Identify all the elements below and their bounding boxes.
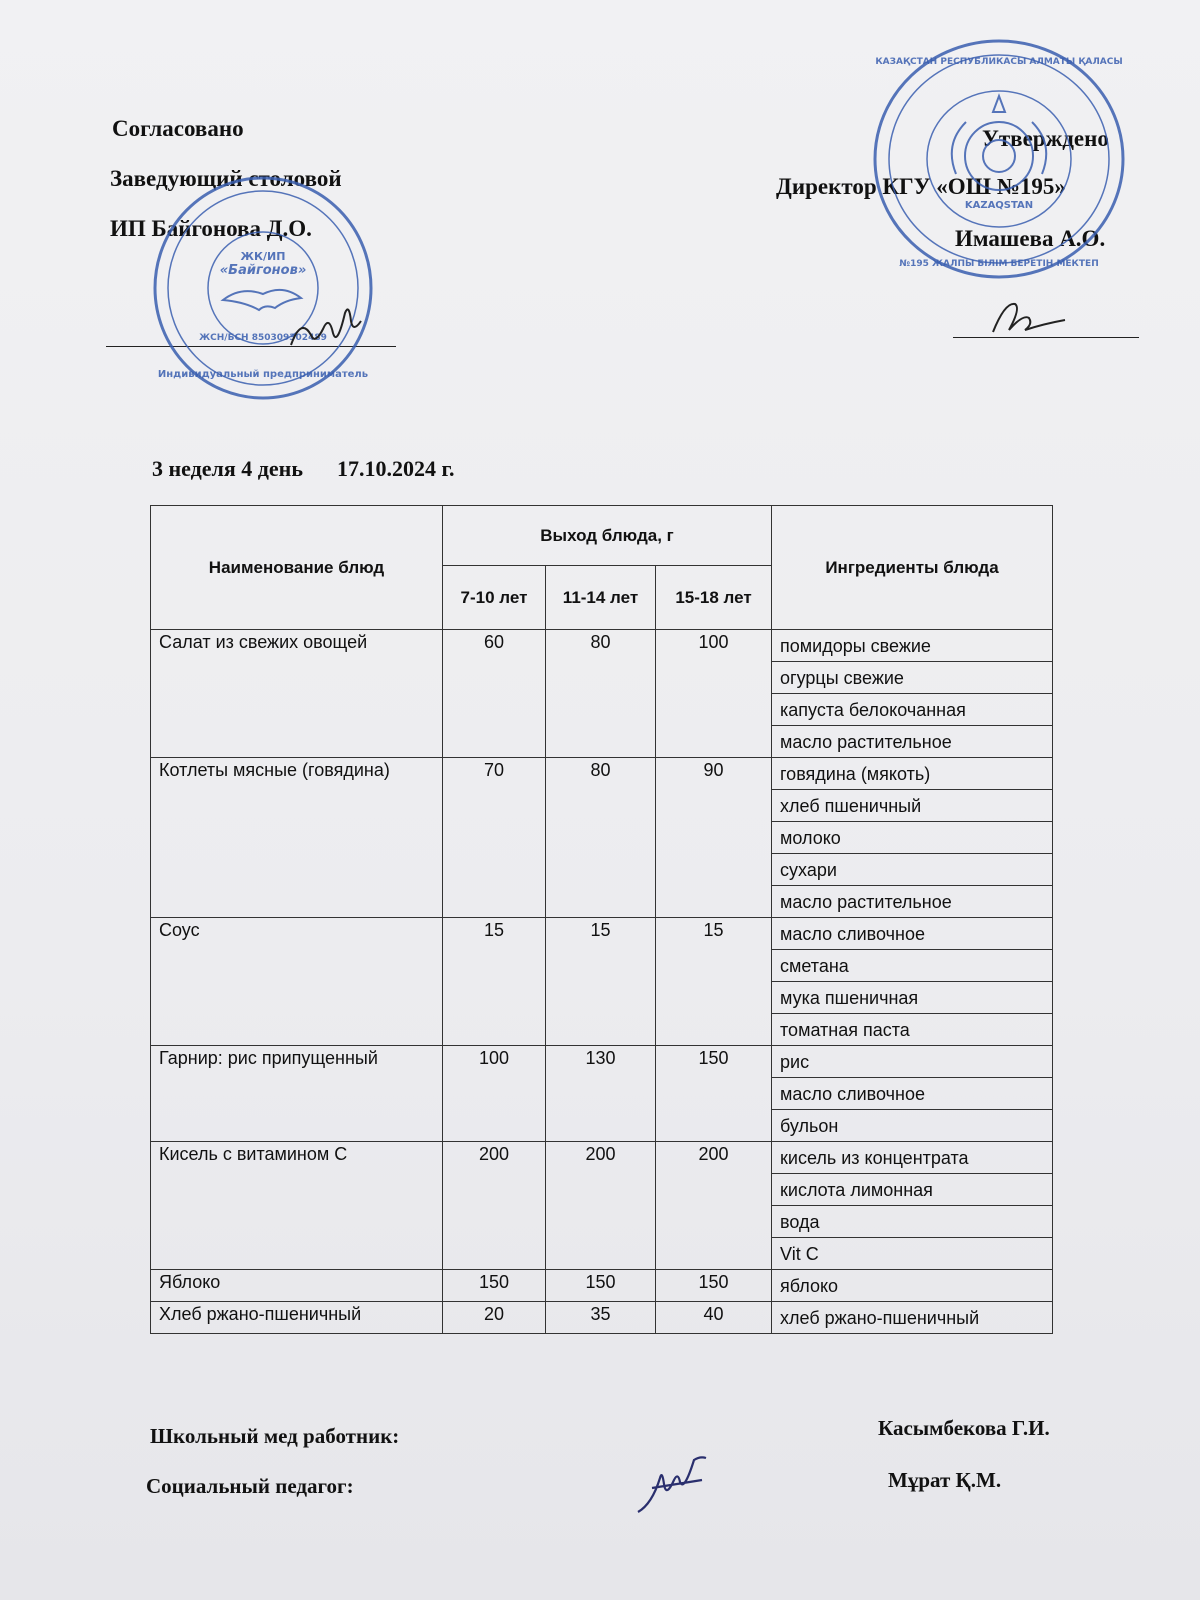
stamp-text-6: №195 ЖАЛПЫ БІЛІМ БЕРЕТІН МЕКТЕП bbox=[899, 259, 1099, 269]
header-age-7-10: 7-10 лет bbox=[443, 566, 546, 630]
footer-signature bbox=[632, 1456, 714, 1518]
ingredient: Vit C bbox=[772, 1238, 1053, 1270]
menu-date: 17.10.2024 г. bbox=[337, 456, 455, 481]
ingredient: хлеб пшеничный bbox=[772, 790, 1053, 822]
week-day-label: 3 неделя 4 день bbox=[152, 456, 303, 481]
table-row bbox=[151, 1142, 1053, 1174]
ingredient: огурцы свежие bbox=[772, 662, 1053, 694]
dish-output-value: 150 bbox=[443, 1270, 546, 1302]
table-row bbox=[151, 1046, 1053, 1078]
dish-output-value: 150 bbox=[546, 1270, 656, 1302]
ingredient: масло растительное bbox=[772, 886, 1053, 918]
header-age-11-14: 11-14 лет bbox=[546, 566, 656, 630]
ingredient: масло растительное bbox=[772, 726, 1053, 758]
dish-output-value: 150 bbox=[656, 1270, 772, 1302]
social-teacher-name: Мұрат Қ.М. bbox=[888, 1468, 1002, 1492]
left-stamp-seal bbox=[148, 172, 378, 404]
dish-output-value: 15 bbox=[546, 918, 656, 1046]
dish-output-value: 80 bbox=[546, 758, 656, 918]
dish-output-value: 100 bbox=[443, 1046, 546, 1142]
dish-name: Кисель с витамином С bbox=[151, 1142, 443, 1270]
dish-output-value: 40 bbox=[656, 1302, 772, 1334]
ingredient: молоко bbox=[772, 822, 1053, 854]
dish-output-value: 200 bbox=[443, 1142, 546, 1270]
stamp-text-1: ЖК/ИП bbox=[240, 250, 286, 263]
table-row bbox=[151, 1270, 1053, 1302]
dish-output-value: 150 bbox=[656, 1046, 772, 1142]
ingredient: кисель из концентрата bbox=[772, 1142, 1053, 1174]
dish-name: Салат из свежих овощей bbox=[151, 630, 443, 758]
ingredient: масло сливочное bbox=[772, 918, 1053, 950]
stamp-text-4: Индивидуальный предприниматель bbox=[157, 369, 369, 380]
social-teacher-label: Социальный педагог: bbox=[146, 1474, 354, 1498]
director-name: Имашева А.О. bbox=[955, 226, 1106, 251]
dish-output-value: 200 bbox=[656, 1142, 772, 1270]
dish-name: Хлеб ржано-пшеничный bbox=[151, 1302, 443, 1334]
dish-output-value: 90 bbox=[656, 758, 772, 918]
nurse-label: Школьный мед работник: bbox=[150, 1424, 400, 1448]
dish-output-value: 80 bbox=[546, 630, 656, 758]
menu-table bbox=[150, 505, 1053, 1334]
dish-output-value: 100 bbox=[656, 630, 772, 758]
ingredient: масло сливочное bbox=[772, 1078, 1053, 1110]
ingredient: помидоры свежие bbox=[772, 630, 1053, 662]
dish-output-value: 70 bbox=[443, 758, 546, 918]
nurse-name: Касымбекова Г.И. bbox=[878, 1416, 1050, 1440]
ingredient: хлеб ржано-пшеничный bbox=[772, 1302, 1053, 1334]
ingredient: кислота лимонная bbox=[772, 1174, 1053, 1206]
ingredient: рис bbox=[772, 1046, 1053, 1078]
left-signature bbox=[285, 305, 395, 355]
ingredient: сухари bbox=[772, 854, 1053, 886]
ingredient: томатная паста bbox=[772, 1014, 1053, 1046]
dish-name: Соус bbox=[151, 918, 443, 1046]
director-position: Директор КГУ «ОШ №195» bbox=[776, 174, 1066, 199]
header-age-15-18: 15-18 лет bbox=[656, 566, 772, 630]
dish-output-value: 15 bbox=[443, 918, 546, 1046]
table-row bbox=[151, 918, 1053, 950]
right-signature bbox=[985, 292, 1075, 342]
header-ingredients: Ингредиенты блюда bbox=[772, 506, 1053, 630]
table-row bbox=[151, 1302, 1053, 1334]
ingredient: вода bbox=[772, 1206, 1053, 1238]
ingredient: сметана bbox=[772, 950, 1053, 982]
menu-title bbox=[152, 456, 455, 482]
table-row bbox=[151, 758, 1053, 790]
approved-label-left: Согласовано bbox=[112, 116, 244, 141]
dish-output-value: 20 bbox=[443, 1302, 546, 1334]
dish-name: Яблоко bbox=[151, 1270, 443, 1302]
stamp-text-2: «Байгонов» bbox=[219, 263, 307, 278]
header-dish-name: Наименование блюд bbox=[151, 506, 443, 630]
right-stamp-seal bbox=[868, 34, 1130, 284]
ingredient: бульон bbox=[772, 1110, 1053, 1142]
dish-name: Гарнир: рис припущенный bbox=[151, 1046, 443, 1142]
canteen-manager-position: Заведующий столовой bbox=[110, 166, 342, 191]
approved-label-right: Утверждено bbox=[982, 126, 1109, 151]
dish-output-value: 15 bbox=[656, 918, 772, 1046]
table-row bbox=[151, 630, 1053, 662]
header-output: Выход блюда, г bbox=[443, 506, 772, 566]
dish-output-value: 200 bbox=[546, 1142, 656, 1270]
canteen-manager-name: ИП Байгонова Д.О. bbox=[110, 216, 312, 241]
dish-output-value: 60 bbox=[443, 630, 546, 758]
dish-name: Котлеты мясные (говядина) bbox=[151, 758, 443, 918]
dish-output-value: 35 bbox=[546, 1302, 656, 1334]
ingredient: капуста белокочанная bbox=[772, 694, 1053, 726]
ingredient: говядина (мякоть) bbox=[772, 758, 1053, 790]
stamp-text-7: KAZAQSTAN bbox=[964, 200, 1034, 211]
stamp-text-5: КАЗАҚСТАН РЕСПУБЛИКАСЫ АЛМАТЫ ҚАЛАСЫ bbox=[875, 57, 1123, 67]
ingredient: яблоко bbox=[772, 1270, 1053, 1302]
dish-output-value: 130 bbox=[546, 1046, 656, 1142]
stamp-text-3: ЖСН/БСН 850309302489 bbox=[199, 333, 327, 343]
ingredient: мука пшеничная bbox=[772, 982, 1053, 1014]
